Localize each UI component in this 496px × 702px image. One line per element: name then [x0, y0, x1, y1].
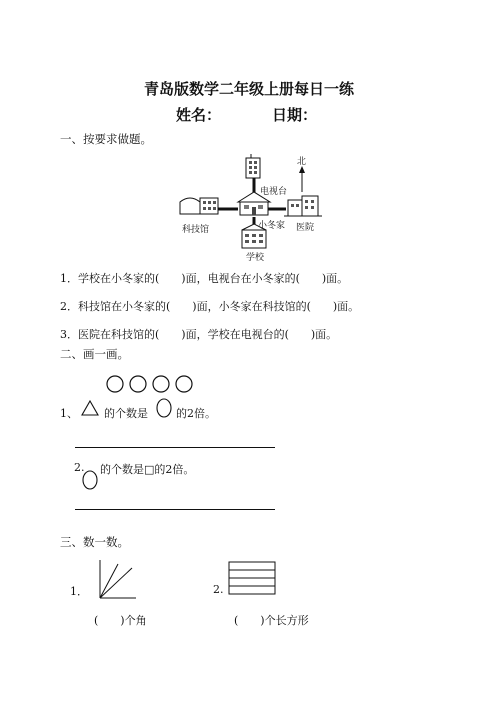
circle-icon: [156, 398, 172, 418]
q2-1-suffix: 的2倍。: [176, 407, 216, 420]
hospital-icon: [284, 196, 322, 216]
page-title: 青岛版数学二年级上册每日一练: [144, 80, 355, 98]
triangle-icon: [81, 400, 99, 416]
map-label-science-museum: 科技馆: [182, 225, 210, 235]
q2-2-suffix: 的个数是□的2倍。: [100, 463, 195, 476]
tv-station-icon: [246, 154, 260, 178]
name-label: 姓名：: [176, 106, 222, 124]
four-circles: [106, 374, 198, 394]
map-drawing: [176, 152, 326, 262]
direction-map: [176, 152, 326, 262]
date-label: 日期：: [272, 106, 318, 124]
section-2-heading: 二、画一画。: [60, 347, 129, 361]
q2-1-mid: 的个数是: [104, 407, 148, 420]
section-1-heading: 一、按要求做题。: [60, 132, 152, 146]
q3-2-number: 2.: [213, 583, 224, 596]
answer-line-1: [75, 447, 275, 448]
q3-1-answer: ( )个角: [94, 614, 147, 627]
q2-1-prefix: 1、: [60, 407, 78, 420]
rectangles-figure: [228, 561, 278, 597]
angles-figure: [98, 560, 138, 600]
question-1-3: 3．医院在科技馆的( )面，学校在电视台的( )面。: [60, 328, 338, 341]
map-label-hospital: 医院: [296, 223, 315, 233]
section-3-heading: 三、数一数。: [60, 535, 129, 549]
science-museum-icon: [180, 198, 218, 214]
map-label-north: 北: [297, 157, 307, 167]
map-label-tv-station: 电视台: [260, 187, 288, 197]
circle-2-icon: [130, 376, 146, 392]
circle-4-icon: [176, 376, 192, 392]
q2-2-prefix: 2.: [74, 461, 85, 474]
circle-3-icon: [153, 376, 169, 392]
question-1-2: 2．科技馆在小冬家的( )面，小冬家在科技馆的( )面。: [60, 300, 360, 313]
map-label-school: 学校: [246, 253, 265, 263]
circle-1-icon: [107, 376, 123, 392]
question-1-1: 1．学校在小冬家的( )面，电视台在小冬家的( )面。: [60, 272, 349, 285]
q3-1-number: 1．: [70, 585, 88, 598]
q3-2-answer: ( )个长方形: [234, 614, 309, 627]
map-label-xiaodong-home: 小冬家: [258, 221, 286, 231]
circle-icon-2: [82, 470, 98, 490]
answer-line-2: [75, 509, 275, 510]
